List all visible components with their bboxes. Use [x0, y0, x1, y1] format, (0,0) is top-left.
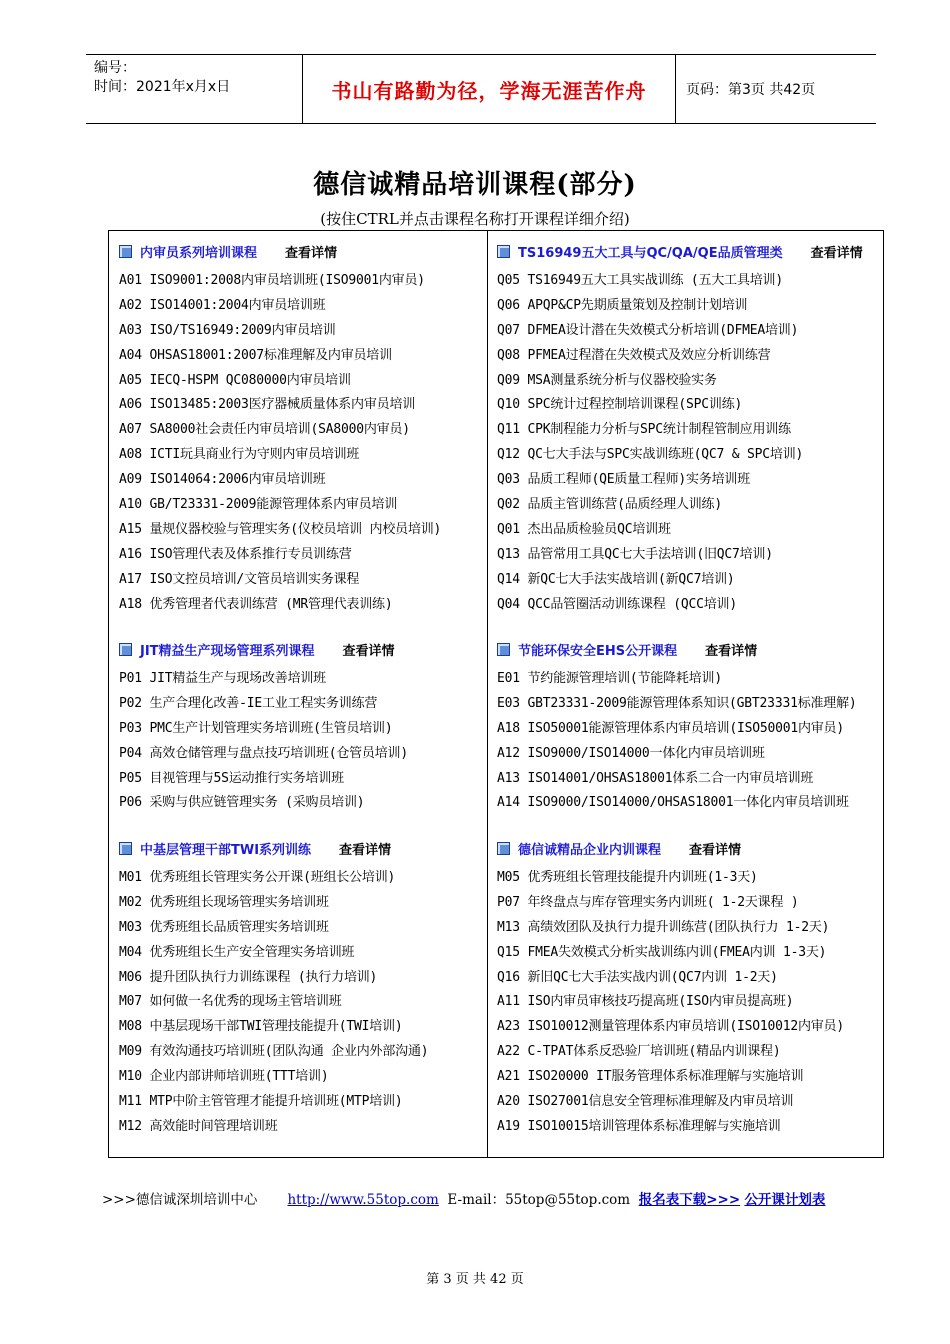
course-item[interactable]: Q08 PFMEA过程潜在失效模式及效应分析训练营: [497, 347, 771, 363]
course-item[interactable]: Q06 APQP&CP先期质量策划及控制计划培训: [497, 297, 748, 313]
course-item[interactable]: A02 ISO14001:2004内审员培训班: [119, 297, 326, 313]
course-item[interactable]: A11 ISO内审员审核技巧提高班(ISO内审员提高班): [497, 994, 794, 1010]
bullet-square-icon: [497, 842, 510, 855]
email-text: E-mail：55top@55top.com: [447, 1192, 631, 1208]
bullet-square-icon: [497, 643, 510, 656]
course-item[interactable]: Q09 MSA测量系统分析与仪器校验实务: [497, 372, 717, 388]
course-item[interactable]: A09 ISO14064:2006内审员培训班: [119, 472, 326, 488]
view-details-link[interactable]: 查看详情: [810, 245, 863, 261]
section-inhouse: [497, 836, 879, 1140]
course-item[interactable]: A10 GB/T23331-2009能源管理体系内审员培训: [119, 497, 398, 513]
course-item[interactable]: M07 如何做一名优秀的现场主管培训班: [119, 994, 342, 1010]
bullet-square-icon: [119, 643, 132, 656]
course-item[interactable]: A18 优秀管理者代表训练营 (MR管理代表训练): [119, 596, 393, 612]
section-link[interactable]: TS16949五大工具与QC/QA/QE品质管理类: [518, 245, 783, 261]
course-item[interactable]: P06 采购与供应链管理实务 (采购员培训): [119, 795, 365, 811]
page-header: [86, 54, 876, 124]
section-link[interactable]: 内审员系列培训课程: [140, 245, 258, 261]
page-footer: 第 3 页 共 42 页: [426, 1272, 524, 1287]
schedule-link[interactable]: 公开课计划表: [744, 1192, 826, 1208]
course-item[interactable]: A12 ISO9000/ISO14000一体化内审员培训班: [497, 745, 765, 761]
footer-links: [102, 1188, 825, 1208]
view-details-link[interactable]: 查看详情: [339, 842, 392, 858]
course-item[interactable]: A14 ISO9000/ISO14000/OHSAS18001一体化内审员培训班: [497, 795, 849, 811]
course-list: [497, 667, 879, 816]
course-list: [119, 269, 483, 617]
section-ehs: [497, 637, 879, 816]
course-item[interactable]: Q10 SPC统计过程控制培训课程(SPC训练): [497, 397, 743, 413]
course-item[interactable]: Q12 QC七大手法与SPC实战训练班(QC7 & SPC培训): [497, 447, 804, 463]
course-item[interactable]: A04 OHSAS18001:2007标准理解及内审员培训: [119, 347, 392, 363]
course-item[interactable]: Q15 FMEA失效模式分析实战训练内训(FMEA内训 1-3天): [497, 944, 827, 960]
course-item[interactable]: A06 ISO13485:2003医疗器械质量体系内审员培训: [119, 397, 416, 413]
course-item[interactable]: P07 年终盘点与库存管理实务内训班( 1-2天课程 ): [497, 894, 799, 910]
course-item[interactable]: A08 ICTI玩具商业行为守则内审员培训班: [119, 447, 360, 463]
course-item[interactable]: A07 SA8000社会责任内审员培训(SA8000内审员): [119, 422, 410, 438]
course-item[interactable]: M08 中基层现场干部TWI管理技能提升(TWI培训): [119, 1019, 403, 1035]
section-internal-auditor: [119, 239, 483, 617]
course-item[interactable]: Q02 品质主管训练营(品质经理人训练): [497, 497, 722, 513]
page-info: 页码：第3页 共42页: [686, 82, 816, 98]
section-link[interactable]: 节能环保安全EHS公开课程: [518, 643, 678, 659]
course-item[interactable]: Q03 品质工程师(QE质量工程师)实务培训班: [497, 472, 751, 488]
course-item[interactable]: M10 企业内部讲师培训班(TTT培训): [119, 1069, 329, 1085]
bullet-square-icon: [119, 245, 132, 258]
section-twi: [119, 836, 483, 1140]
course-item[interactable]: A01 ISO9001:2008内审员培训班(ISO9001内审员): [119, 273, 425, 288]
course-item[interactable]: P04 高效仓储管理与盘点技巧培训班(仓管员培训): [119, 745, 408, 761]
section-jit: [119, 637, 483, 816]
course-item[interactable]: A05 IECQ-HSPM QC080000内审员培训: [119, 372, 351, 388]
view-details-link[interactable]: 查看详情: [705, 643, 758, 659]
section-link[interactable]: JIT精益生产现场管理系列课程: [140, 643, 315, 659]
course-item[interactable]: A17 ISO文控员培训/文管员培训实务课程: [119, 571, 360, 587]
section-link[interactable]: 中基层管理干部TWI系列训练: [140, 842, 312, 858]
course-item[interactable]: E03 GBT23331-2009能源管理体系知识(GBT23331标准理解): [497, 695, 857, 711]
course-item[interactable]: P02 生产合理化改善-IE工业工程实务训练营: [119, 695, 378, 711]
course-list: [497, 269, 879, 617]
website-link[interactable]: http://www.55top.com: [287, 1192, 439, 1208]
training-center-text: >>>德信诚深圳培训中心: [102, 1192, 258, 1208]
course-list: [119, 866, 483, 1140]
header-meta: [86, 55, 302, 123]
course-item[interactable]: Q16 新旧QC七大手法实战内训(QC7内训 1-2天): [497, 969, 778, 985]
course-item[interactable]: M12 高效能时间管理培训班: [119, 1118, 278, 1134]
course-item[interactable]: M03 优秀班组长品质管理实务培训班: [119, 919, 329, 935]
course-item[interactable]: Q14 新QC七大手法实战培训(新QC7培训): [497, 571, 735, 587]
view-details-link[interactable]: 查看详情: [285, 245, 338, 261]
course-item[interactable]: P03 PMC生产计划管理实务培训班(生管员培训): [119, 720, 393, 736]
page-title: 德信诚精品培训课程(部分): [313, 170, 637, 200]
course-item[interactable]: M13 高绩效团队及执行力提升训练营(团队执行力 1-2天): [497, 919, 830, 935]
view-details-link[interactable]: 查看详情: [689, 842, 742, 858]
course-item[interactable]: Q13 品管常用工具QC七大手法培训(旧QC7培训): [497, 546, 773, 562]
bullet-square-icon: [497, 245, 510, 258]
download-link[interactable]: 报名表下载>>>: [638, 1192, 741, 1208]
course-item[interactable]: Q07 DFMEA设计潜在失效模式分析培训(DFMEA培训): [497, 322, 799, 338]
view-details-link[interactable]: 查看详情: [342, 643, 395, 659]
motto: 书山有路勤为径，学海无涯苦作舟: [302, 55, 676, 123]
course-item[interactable]: Q01 杰出品质检验员QC培训班: [497, 521, 671, 537]
course-item[interactable]: M02 优秀班组长现场管理实务培训班: [119, 894, 329, 910]
course-item[interactable]: A16 ISO管理代表及体系推行专员训练营: [119, 546, 352, 562]
course-item[interactable]: M09 有效沟通技巧培训班(团队沟通 企业内外部沟通): [119, 1044, 429, 1060]
section-quality-tools: [497, 239, 879, 617]
course-item[interactable]: A22 C-TPAT体系反恐验厂培训班(精品内训课程): [497, 1044, 781, 1060]
course-item[interactable]: A23 ISO10012测量管理体系内审员培训(ISO10012内审员): [497, 1019, 844, 1035]
page-subtitle: (按住CTRL并点击课程名称打开课程详细介绍): [320, 210, 630, 228]
course-table: [108, 230, 884, 1158]
course-item[interactable]: M11 MTP中阶主管管理才能提升培训班(MTP培训): [119, 1094, 403, 1110]
time-label: 时间：2021年x月x日: [94, 79, 231, 95]
left-column: [109, 231, 488, 1157]
course-item[interactable]: A21 ISO20000 IT服务管理体系标准理解与实施培训: [497, 1069, 804, 1085]
course-item[interactable]: A03 ISO/TS16949:2009内审员培训: [119, 322, 336, 338]
course-item[interactable]: A15 量规仪器校验与管理实务(仪校员培训 内校员培训): [119, 521, 442, 537]
bullet-square-icon: [119, 842, 132, 855]
course-item[interactable]: Q05 TS16949五大工具实战训练 (五大工具培训): [497, 273, 783, 288]
course-item[interactable]: A19 ISO10015培训管理体系标准理解与实施培训: [497, 1118, 781, 1134]
course-item[interactable]: M06 提升团队执行力训练课程 (执行力培训): [119, 969, 378, 985]
course-item[interactable]: A18 ISO50001能源管理体系内审员培训(ISO50001内审员): [497, 720, 844, 736]
course-list: [119, 667, 483, 816]
course-item[interactable]: M04 优秀班组长生产安全管理实务培训班: [119, 944, 355, 960]
course-item[interactable]: Q11 CPK制程能力分析与SPC统计制程管制应用训练: [497, 422, 791, 438]
course-item[interactable]: E01 节约能源管理培训(节能降耗培训): [497, 671, 722, 686]
course-item[interactable]: A20 ISO27001信息安全管理标准理解及内审员培训: [497, 1094, 794, 1110]
course-item[interactable]: P05 目视管理与5S运动推行实务培训班: [119, 770, 344, 786]
course-item[interactable]: P01 JIT精益生产与现场改善培训班: [119, 671, 326, 686]
course-item[interactable]: M05 优秀班组长管理技能提升内训班(1-3天): [497, 870, 758, 885]
right-column: [487, 231, 883, 1157]
course-item[interactable]: M01 优秀班组长管理实务公开课(班组长公培训): [119, 870, 396, 885]
course-item[interactable]: A13 ISO14001/OHSAS18001体系二合一内审员培训班: [497, 770, 814, 786]
course-item[interactable]: Q04 QCC品管圈活动训练课程 (QCC培训): [497, 596, 737, 612]
section-link[interactable]: 德信诚精品企业内训课程: [518, 842, 662, 858]
course-list: [497, 866, 879, 1140]
number-label: 编号：: [94, 60, 136, 76]
